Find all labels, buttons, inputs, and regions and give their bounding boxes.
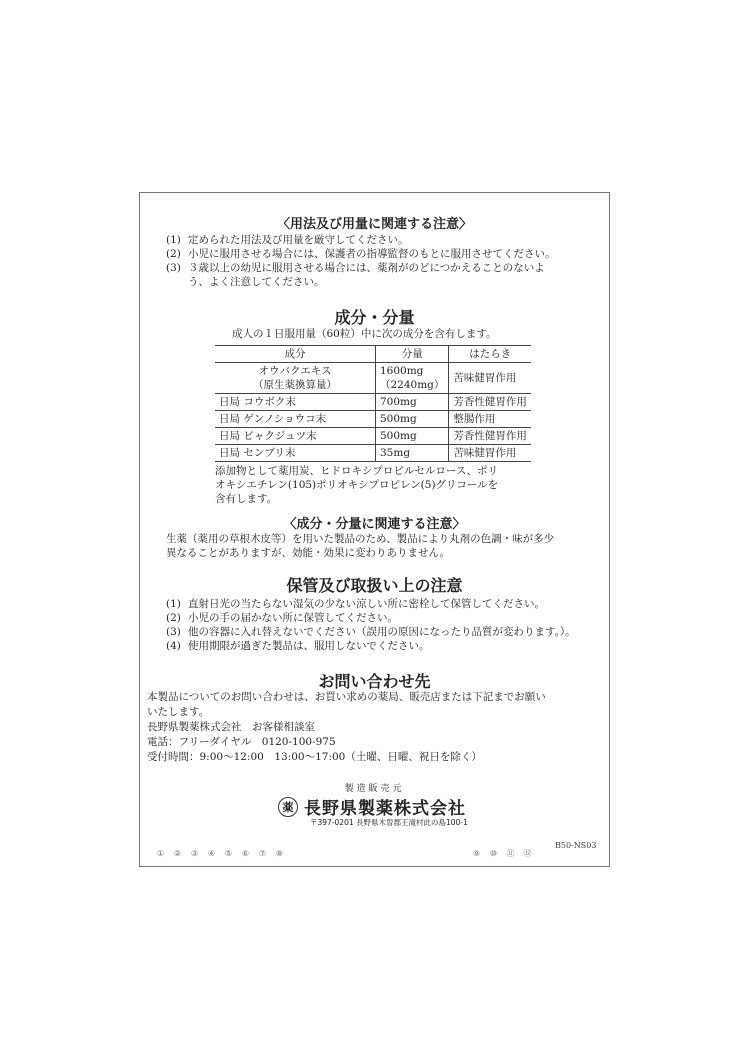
product-code: B50-NS03 (555, 841, 597, 850)
ingredient-notes-heading: 〈成分・分量に関連する注意〉 (283, 517, 466, 532)
storage-list (166, 597, 576, 653)
ingredient-amount: 500mg (376, 428, 449, 445)
ingredient-function: 芳香性健胃作用 (449, 394, 531, 411)
print-marks-right: ⑨ ⑩ ⑪ ⑫ (472, 849, 532, 858)
ingredient-name: 日局 センブリ末 (215, 445, 376, 462)
column-header: 成分 (215, 346, 376, 363)
contact-heading: お問い合わせ先 (318, 672, 431, 691)
list-item: (1) 直射日光の当たらない湿気の少ない涼しい所に密栓して保管してください。 (166, 598, 545, 610)
table-header-row (215, 346, 531, 363)
ingredient-name: 日局 ビャクジュツ末 (215, 428, 376, 445)
list-item: (4) 使用期限が過ぎた製品は、服用しないでください。 (166, 640, 430, 652)
company-name: 長野県製薬株式会社 (304, 799, 466, 819)
ingredient-function: 整腸作用 (449, 411, 531, 428)
table-row (215, 445, 531, 462)
ingredient-notes-text: 生薬（薬用の草根木皮等）を用いた製品のため、製品により丸剤の色調・味が多少 異なることがありますが、効能・効果に変わりありません。 (166, 533, 555, 559)
ingredient-amount: 500mg (376, 411, 449, 428)
usage-notes-heading: 〈用法及び用量に関連する注意〉 (276, 217, 472, 232)
list-item: (3) ３歳以上の幼児に服用させる場合には、薬剤がのどにつかえることのないよ (166, 262, 545, 274)
table-row (215, 363, 531, 394)
company-address: 〒397-0201 長野県木曽郡王滝村此の島100-1 (310, 818, 468, 827)
print-marks-left: ① ② ③ ④ ⑤ ⑥ ⑦ ⑧ (156, 849, 284, 858)
contact-phone: 電話：フリーダイヤル 0120-100-975 (147, 736, 336, 748)
list-item: (1) 定められた用法及び用量を厳守してください。 (166, 234, 409, 246)
contact-text: 本製品についてのお問い合わせは、お買い求めの薬局、販売店または下記までお願い いたします。 長野県製薬株式会社 お客様相談室 電話：フリーダイヤル 0120-100-975 受付時間：9:00〜12:00 13:00〜17:00（土曜、日曜、祝日を除く） (147, 691, 546, 763)
ingredient-amount: 700mg (376, 394, 449, 411)
table-row (215, 394, 531, 411)
ingredient-function: 苦味健胃作用 (449, 445, 531, 462)
column-header: はたらき (449, 346, 531, 363)
ingredient-name: 日局 ゲンノショウコ末 (215, 411, 376, 428)
document-frame (139, 192, 610, 867)
additives-text: 添加物として薬用炭、ヒドロキシプロピルセルロース、ポリ オキシエチレン(105)ポリオキシプロピレン(5)グリコールを 含有します。 (215, 465, 499, 505)
manufacturer-label: 製造販売元 (344, 784, 405, 794)
storage-heading: 保管及び取扱い上の注意 (286, 576, 463, 595)
table-row (215, 428, 531, 445)
ingredients-table (215, 345, 531, 462)
usage-notes-list (166, 233, 556, 289)
company-seal-icon: 薬 (278, 797, 298, 817)
table-row (215, 411, 531, 428)
column-header: 分量 (376, 346, 449, 363)
ingredient-amount: 35mg (376, 445, 449, 462)
ingredient-function: 苦味健胃作用 (449, 363, 531, 394)
ingredient-name: 日局 コウボク末 (215, 394, 376, 411)
list-item: (2) 小児の手の届かない所に保管してください。 (166, 612, 398, 624)
ingredients-intro: 成人の１日服用量（60粒）中に次の成分を含有します。 (232, 328, 497, 340)
ingredients-heading: 成分・分量 (334, 308, 415, 327)
manufacturer-block (278, 794, 466, 819)
contact-hours: 受付時間：9:00〜12:00 13:00〜17:00（土曜、日曜、祝日を除く） (147, 751, 482, 763)
list-item-continued: う、よく注意してください。 (188, 276, 325, 288)
ingredient-name: オウバクエキス （原生薬換算量） (215, 363, 376, 394)
list-item: (2) 小児に服用させる場合には、保護者の指導監督のもとに服用させてください。 (166, 248, 556, 260)
list-item: (3) 他の容器に入れ替えないでください（誤用の原因になったり品質が変わります。）。 (166, 626, 576, 638)
ingredient-function: 芳香性健胃作用 (449, 428, 531, 445)
ingredient-amount: 1600mg （2240mg） (376, 363, 449, 394)
